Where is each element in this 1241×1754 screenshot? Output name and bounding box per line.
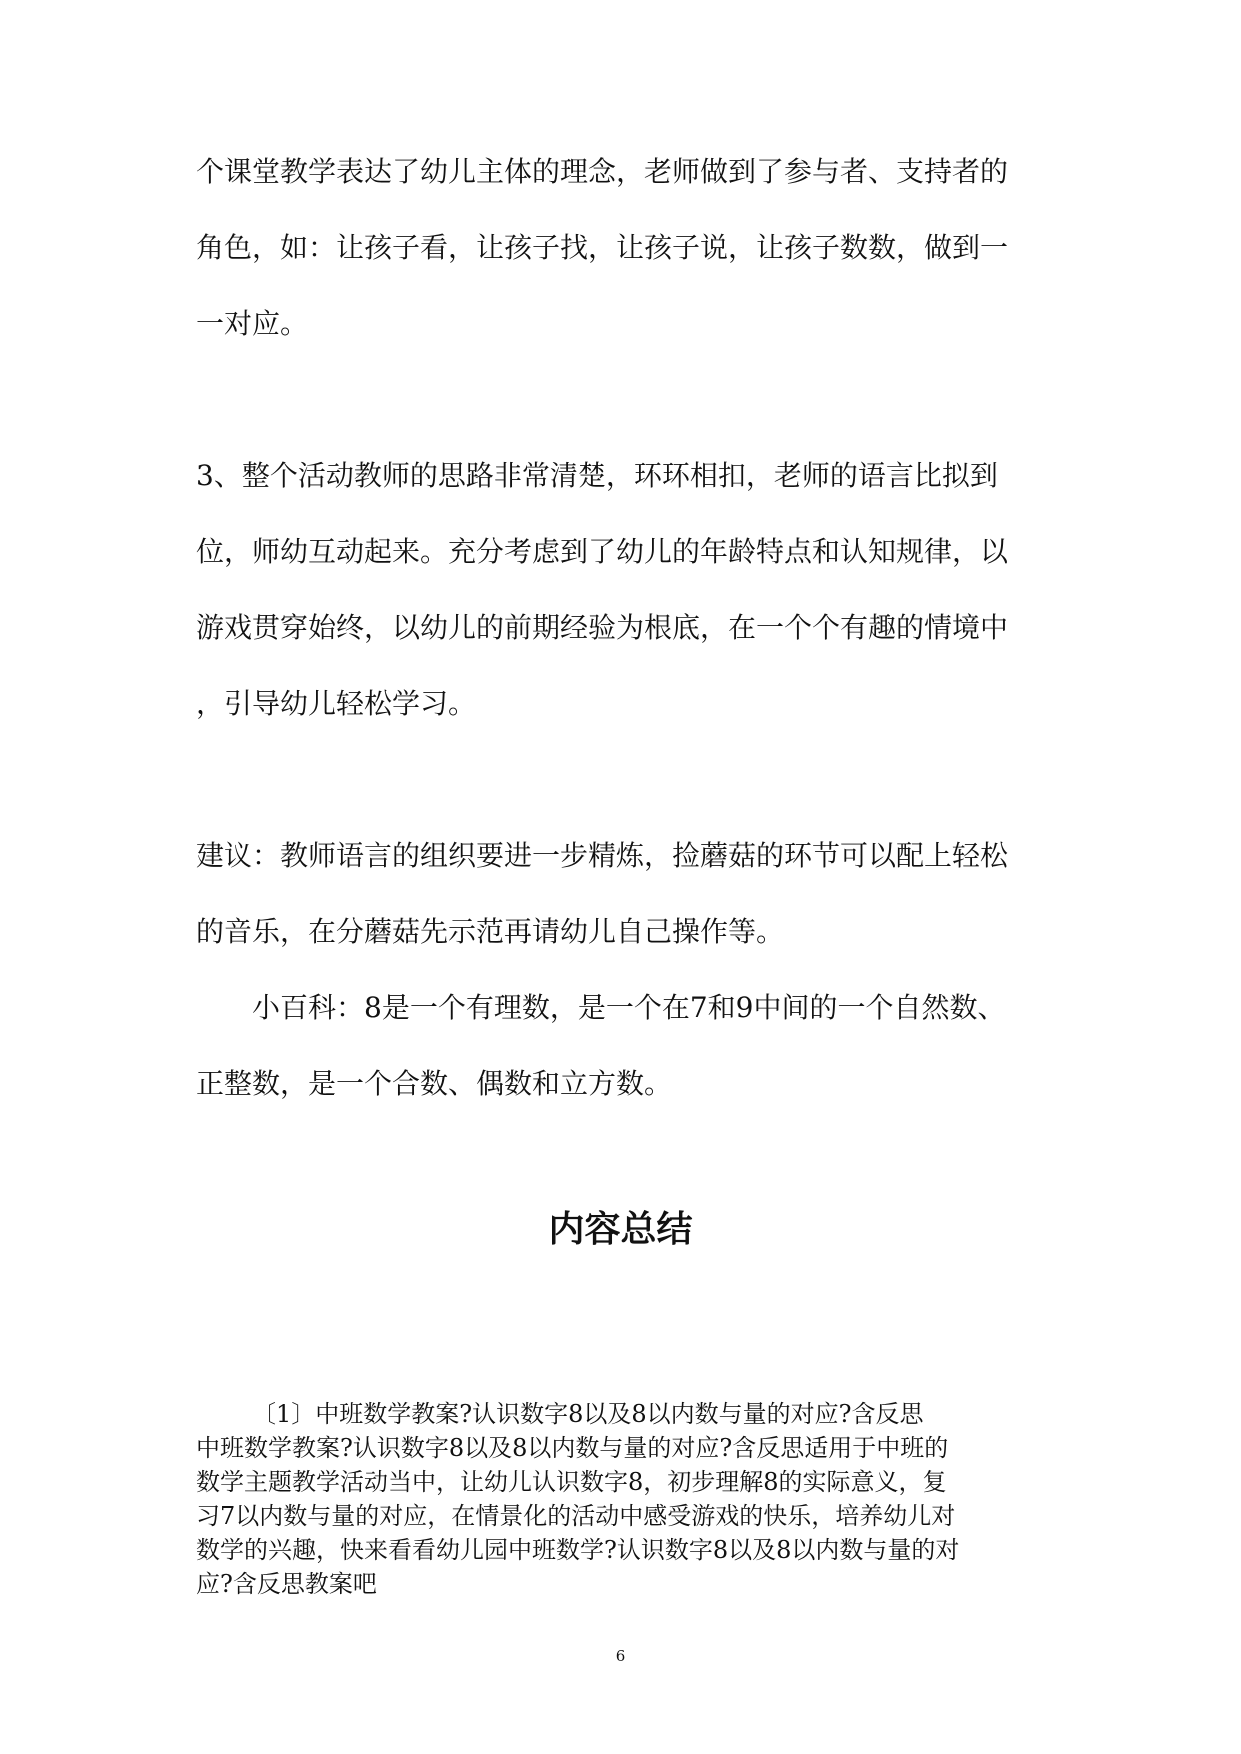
- text-line: 角色，如：让孩子看，让孩子找，让孩子说，让孩子数数，做到一: [196, 231, 1009, 264]
- text-line: 位，师幼互动起来。充分考虑到了幼儿的年龄特点和认知规律，以: [196, 535, 1009, 568]
- text-line: 习7以内数与量的对应，在情景化的活动中感受游戏的快乐，培养幼儿对: [196, 1502, 956, 1530]
- text-line: 〔1〕中班数学教案?认识数字8以及8以内数与量的对应?含反思: [252, 1400, 924, 1428]
- text-line: 应?含反思教案吧: [196, 1570, 377, 1598]
- text-line: 数学主题教学活动当中，让幼儿认识数字8，初步理解8的实际意义，复: [196, 1468, 947, 1496]
- text-line: 个课堂教学表达了幼儿主体的理念，老师做到了参与者、支持者的: [196, 155, 1009, 188]
- text-line: 建议：教师语言的组织要进一步精炼，捡蘑菇的环节可以配上轻松: [196, 839, 1009, 872]
- summary-heading: 内容总结: [548, 1209, 693, 1250]
- text-line: 数学的兴趣，快来看看幼儿园中班数学?认识数字8以及8以内数与量的对: [196, 1536, 960, 1564]
- text-line: 中班数学教案?认识数字8以及8以内数与量的对应?含反思适用于中班的: [196, 1434, 949, 1462]
- text-line: ，引导幼儿轻松学习。: [196, 687, 477, 720]
- text-line: 一对应。: [196, 307, 309, 340]
- page-number: 6: [615, 1647, 626, 1665]
- text-line: 正整数，是一个合数、偶数和立方数。: [196, 1067, 673, 1100]
- text-line: 游戏贯穿始终，以幼儿的前期经验为根底，在一个个有趣的情境中: [196, 611, 1009, 644]
- text-line: 3、整个活动教师的思路非常清楚，环环相扣，老师的语言比拟到: [196, 459, 998, 492]
- text-line: 的音乐，在分蘑菇先示范再请幼儿自己操作等。: [196, 915, 785, 948]
- text-line: 小百科：8是一个有理数，是一个在7和9中间的一个自然数、: [252, 991, 1006, 1024]
